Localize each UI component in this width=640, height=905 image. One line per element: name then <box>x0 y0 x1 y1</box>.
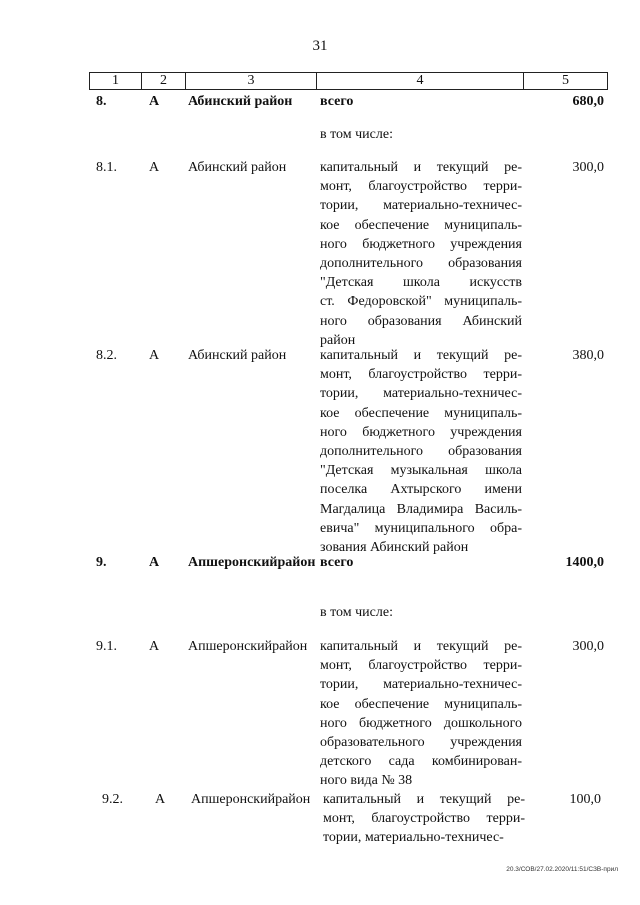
row-district <box>188 553 316 572</box>
row-letter: А <box>149 94 160 109</box>
row-description-line: ного вида № 38 <box>320 773 413 789</box>
row-description-line: монт, благоустройство терри- <box>320 367 522 383</box>
row-amount: 300,0 <box>572 160 604 175</box>
row-district-line: район <box>272 639 308 654</box>
row-district <box>188 637 308 656</box>
row-number: 8.2. <box>96 348 117 363</box>
row-amount: 1400,0 <box>565 555 604 570</box>
row-letter: А <box>149 348 160 363</box>
row-description-line: ст. Федоровской" муниципаль- <box>320 294 522 310</box>
row-description-line: в том числе: <box>320 127 393 142</box>
row-letter: А <box>149 555 160 570</box>
row-description <box>320 92 522 111</box>
row-district <box>188 158 308 177</box>
row-description-line: ного бюджетного дошкольного <box>320 715 522 731</box>
row-description-line: зования Абинский район <box>320 540 469 556</box>
row-description <box>320 553 522 572</box>
row-district <box>188 92 308 111</box>
row-district-line: Абинский район <box>188 160 287 175</box>
row-description-line: евича" муниципального обра- <box>320 520 522 536</box>
row-district-line: Апшеронский <box>191 792 276 807</box>
header-col-5: 5 <box>562 73 569 88</box>
header-col-4: 4 <box>317 73 524 89</box>
row-district-line: Апшеронский <box>188 639 273 654</box>
row-description-line: ного бюджетного учреждения <box>320 424 522 440</box>
row-description-line: капитальный и текущий ре- <box>320 160 522 175</box>
header-col-3: 3 <box>186 73 317 89</box>
row-district-line: Абинский район <box>188 348 287 363</box>
row-description-line: кое обеспечение муниципаль- <box>320 696 522 712</box>
row-description-line: всего <box>320 555 354 570</box>
row-amount: 680,0 <box>572 94 604 109</box>
row-description <box>320 637 522 791</box>
row-description <box>320 603 522 622</box>
row-letter: А <box>149 160 160 175</box>
row-number: 8.1. <box>96 160 117 175</box>
row-description-line: "Детская музыкальная школа <box>320 463 522 479</box>
row-description-line: капитальный и текущий ре- <box>320 348 522 363</box>
row-description-line: капитальный и текущий ре- <box>323 792 525 807</box>
row-description-line: всего <box>320 94 354 109</box>
row-description-line: дополнительного образования <box>320 256 522 272</box>
page-number: 31 <box>312 38 328 54</box>
row-description-line: кое обеспечение муниципаль- <box>320 405 522 421</box>
row-description-line: монт, благоустройство терри- <box>323 811 525 827</box>
row-description-line: район <box>320 332 356 348</box>
row-description <box>320 346 522 557</box>
row-district-line: район <box>275 792 311 807</box>
row-letter: А <box>149 639 160 654</box>
row-number: 9.2. <box>102 792 123 807</box>
row-description <box>320 125 522 144</box>
header-col-1: 1 <box>90 73 142 89</box>
row-district-line: Апшеронский <box>188 555 278 570</box>
row-amount: 300,0 <box>572 639 604 654</box>
row-description-line: поселка Ахтырского имени <box>320 482 522 498</box>
row-description-line: "Детская школа искусств <box>320 275 522 291</box>
row-description-line: Магдалица Владимира Василь- <box>320 501 522 517</box>
row-description-line: тории, материально-техничес- <box>320 198 522 214</box>
footer-stamp: 20.3/СОВ/27.02.2020/11:51/СЗВ-прил <box>506 866 618 873</box>
row-district-line: Абинский район <box>188 94 293 109</box>
row-amount: 100,0 <box>569 792 601 807</box>
row-description-line: детского сада комбинирован- <box>320 754 522 770</box>
row-description-line: дополнительного образования <box>320 444 522 460</box>
row-description-line: тории, материально-техничес- <box>320 677 522 693</box>
row-number: 9. <box>96 555 107 570</box>
row-description-line: образовательного учреждения <box>320 735 522 751</box>
row-number: 9.1. <box>96 639 117 654</box>
table-header <box>89 72 608 90</box>
row-description-line: тории, материально-техничес- <box>323 830 504 846</box>
row-district-line: район <box>277 555 316 570</box>
row-letter: А <box>155 792 166 807</box>
row-description-line: монт, благоустройство терри- <box>320 179 522 195</box>
row-description-line: монт, благоустройство терри- <box>320 658 522 674</box>
row-description-line: капитальный и текущий ре- <box>320 639 522 654</box>
row-number: 8. <box>96 94 107 109</box>
row-description-line: в том числе: <box>320 605 393 620</box>
row-district <box>188 346 308 365</box>
row-description-line: кое обеспечение муниципаль- <box>320 217 522 233</box>
row-amount: 380,0 <box>572 348 604 363</box>
row-district <box>191 790 311 809</box>
row-description-line: тории, материально-техничес- <box>320 386 522 402</box>
header-col-2: 2 <box>142 73 186 89</box>
row-description-line: ного бюджетного учреждения <box>320 236 522 252</box>
row-description-line: ного образования Абинский <box>320 313 522 329</box>
row-description <box>320 158 522 350</box>
row-description <box>323 790 525 848</box>
